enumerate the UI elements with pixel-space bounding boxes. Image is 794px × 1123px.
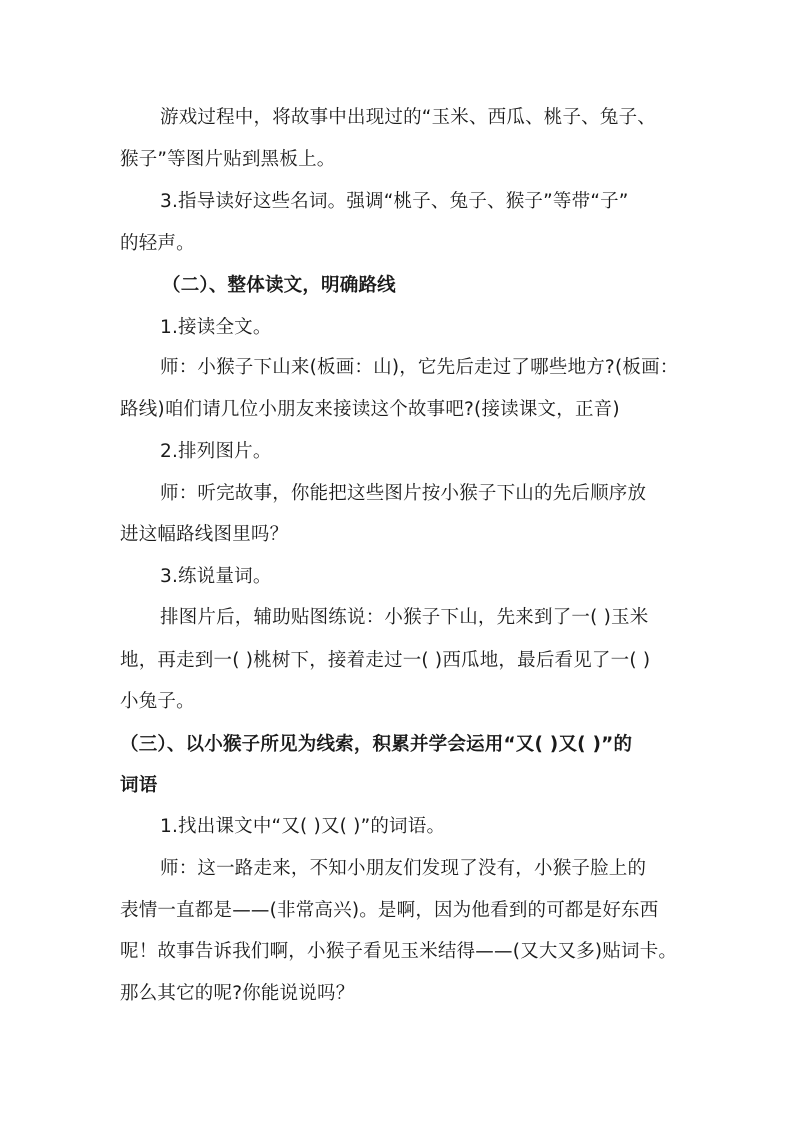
section-heading-continued: 词语 [120,775,158,796]
paragraph-line: 猴子”等图片贴到黑板上。 [120,149,336,170]
paragraph-line: 地，再走到一( )桃树下，接着走过一( )西瓜地，最后看见了一( ) [120,650,651,671]
paragraph-line: 的轻声。 [120,233,195,254]
section-heading: （三）、以小猴子所见为线索，积累并学会运用“又( )又( )”的 [120,734,633,755]
paragraph-line: 进这幅路线图里吗？ [120,524,289,545]
paragraph-line: 3.练说量词。 [160,566,272,587]
paragraph-line: 那么其它的呢?你能说说吗？ [120,983,355,1004]
section-heading: （二）、整体读文，明确路线 [162,275,396,296]
paragraph-line: 3.指导读好这些名词。强调“桃子、兔子、猴子”等带“子” [160,191,629,212]
paragraph-line: 2.排列图片。 [160,441,272,462]
paragraph-line: 路线)咱们请几位小朋友来接读这个故事吧?(接读课文，正音) [120,399,620,420]
paragraph-line: 游戏过程中，将故事中出现过的“玉米、西瓜、桃子、兔子、 [160,107,656,128]
paragraph-line: 呢！故事告诉我们啊，小猴子看见玉米结得——(又大又多)贴词卡。 [120,941,678,962]
paragraph-line: 小兔子。 [120,691,195,712]
paragraph-line: 师：听完故事，你能把这些图片按小猴子下山的先后顺序放 [160,483,647,504]
paragraph-line: 师：小猴子下山来(板画：山)，它先后走过了哪些地方?(板画： [160,357,679,378]
paragraph-line: 表情一直都是——(非常高兴)。是啊，因为他看到的可都是好东西 [120,900,659,921]
paragraph-line: 1.接读全文。 [160,317,272,338]
paragraph-line: 师：这一路走来，不知小朋友们发现了没有，小猴子脸上的 [160,858,647,879]
paragraph-line: 排图片后，辅助贴图练说：小猴子下山，先来到了一( )玉米 [160,607,649,628]
paragraph-line: 1.找出课文中“又( )又( )”的词语。 [160,816,446,837]
